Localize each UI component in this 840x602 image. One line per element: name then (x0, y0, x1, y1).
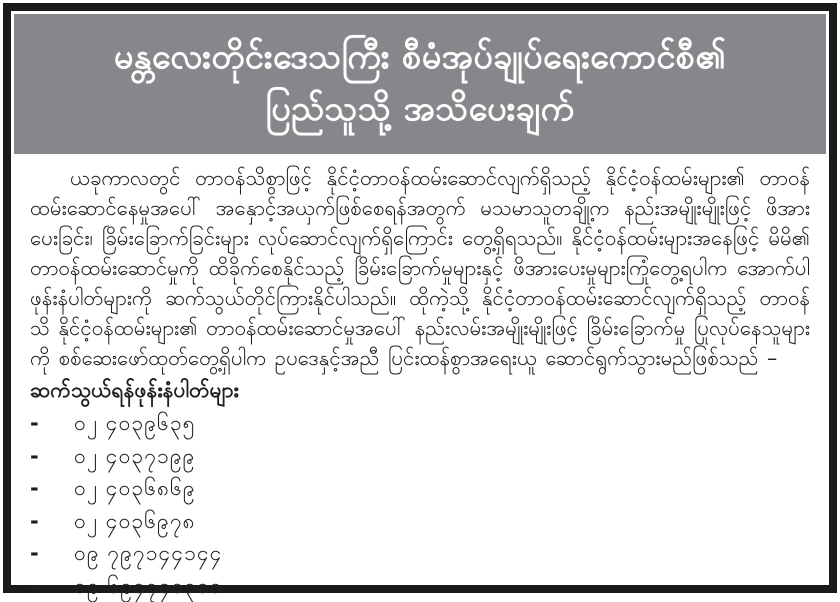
notice-content (14, 154, 826, 602)
phone-list-item (30, 570, 810, 602)
phone-number: ၀၂ ၄၀၃၇၁၉၉ (74, 440, 196, 473)
phone-number: ၀၂ ၄၀၃၆၈၆၉ (74, 472, 196, 505)
notice-header (14, 14, 826, 154)
phone-number: ၀၉ ၇၉၇၁၄၄၁၄၄ (74, 537, 223, 570)
phone-list (30, 407, 810, 602)
notice-title-line1: မန္တလေးတိုင်းဒေသကြီး စီမံအုပ်ချုပ်ရေးကောင်စီ၏ (24, 35, 816, 81)
notice-frame (3, 3, 837, 593)
list-dash-marker: - (30, 440, 74, 473)
phone-number: ၀၂ ၄၀၃၉၆၃၅ (74, 407, 196, 440)
list-dash-marker: - (30, 570, 74, 602)
phone-list-item (30, 472, 810, 505)
phone-list-item (30, 505, 810, 538)
notice-title-line2: ပြည်သူသို့ အသိပေးချက် (24, 87, 816, 133)
phone-number: ၀၂ ၄၀၃၆၉၇၈ (74, 505, 196, 538)
phone-list-item (30, 440, 810, 473)
notice-body-paragraph: ယခုကာလတွင် တာဝန်သိစွာဖြင့် နိုင်ငံ့တာဝန်ထမ်းဆောင်လျက်ရှိသည့် နိုင်ငံ့ဝန်ထမ်းများ၏ တာဝန်ထမ်းဆောင်နေမှုအပေါ် အနှောင့်အယှက်ဖြစ်စေရန်အတွက် မသမာသူတချို့က နည်းအမျိုးမျိုးဖြင့် ဖိအားပေးခြင်း၊ ခြိမ်းခြောက်ခြင်းများ လုပ်ဆောင်လျက်ရှိကြောင်း တွေ့ရှိရသည်။ နိုင်ငံ့ဝန်ထမ်းများအနေဖြင့် မိမိ၏ တာဝန်ထမ်းဆောင်မှုကို ထိခိုက်စေနိုင်သည့် ခြိမ်းခြောက်မှုများနှင့် ဖိအားပေးမှုများကြုံတွေ့ရပါက အောက်ပါ ဖုန်းနံပါတ်များကို ဆက်သွယ်တိုင်ကြားနိုင်ပါသည်။ ထိုကဲ့သို့ နိုင်ငံ့တာဝန်ထမ်းဆောင်လျက်ရှိသည့် တာဝန်သိ နိုင်ငံ့ဝန်ထမ်းများ၏ တာဝန်ထမ်းဆောင်မှုအပေါ် နည်းလမ်းအမျိုးမျိုးဖြင့် ခြိမ်းခြောက်မှု ပြုလုပ်နေသူများကို စစ်ဆေးဖော်ထုတ်တွေ့ရှိပါက ဥပဒေနှင့်အညီ ပြင်းထန်စွာအရေးယူ ဆောင်ရွက်သွားမည်ဖြစ်သည် – (30, 163, 810, 373)
list-dash-marker: - (30, 407, 74, 440)
phone-list-item (30, 537, 810, 570)
phone-number: ၀၉ ၆၉၄၇၄၀၃၁၁ (74, 570, 223, 602)
contact-numbers-heading: ဆက်သွယ်ရန်ဖုန်းနံပါတ်များ (30, 375, 810, 405)
phone-list-item (30, 407, 810, 440)
list-dash-marker: - (30, 472, 74, 505)
list-dash-marker: - (30, 537, 74, 570)
list-dash-marker: - (30, 505, 74, 538)
